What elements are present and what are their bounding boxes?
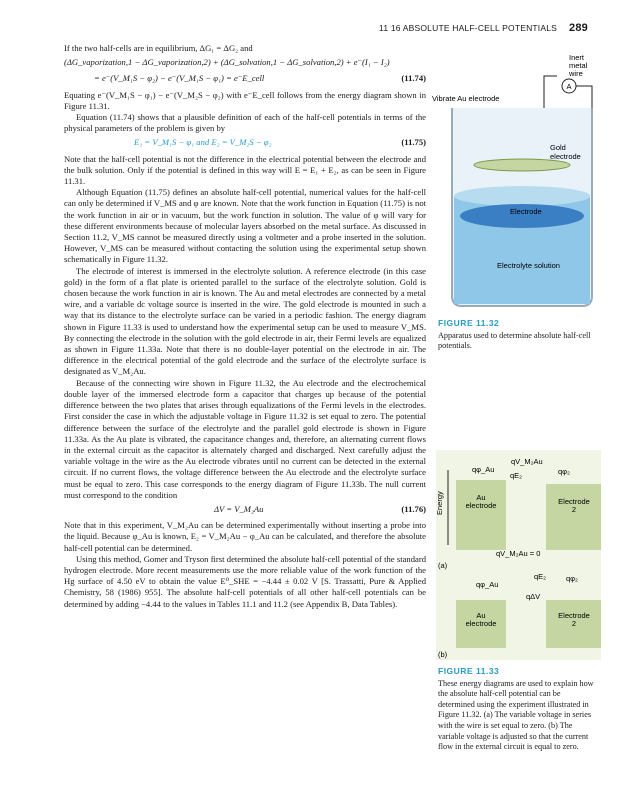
apparatus-figure bbox=[432, 46, 607, 311]
ammeter-label: A bbox=[566, 82, 572, 91]
au-label-a: Au electrode bbox=[465, 493, 497, 510]
caption-title: FIGURE 11.32 bbox=[438, 318, 500, 328]
page-number: 289 bbox=[569, 22, 588, 34]
phi2-label: qφ₂ bbox=[558, 467, 570, 476]
equation bbox=[64, 504, 426, 515]
main-text bbox=[64, 43, 426, 610]
paragraph: Because of the connecting wire shown in Figure 11.32, the Au electrode and the electrochemical double layer of the immersed electrode form a capacitor that charges up because of the potential difference between the two plates that arises through equalizations of the Fermi levels in the electrodes. First consider the case in which the adjustable voltage in Figure 11.32 is set equal to zero. The potential difference between the surface of the electrolyte and the parallel gold electrode is shown in Figure 11.33a. As the Au plate is vibrated, the capacitance changes and, therefore, an alternating current flows in the external circuit as the capacitor is alternately charged and discharged. Next carefully adjust the variable voltage in the wire as the Au electrode vibrates until no current can be detected in the external circuit. If no current flows, the voltage difference between the Au electrode and the electrolyte surface must be equal to zero. This case corresponds to the energy diagram of Figure 11.33b. The null current must correspond to the condition bbox=[64, 377, 426, 500]
gold-label: Gold electrode bbox=[550, 143, 581, 161]
caption-text: These energy diagrams are used to explain how the absolute half-cell potential can be determined using the experiment illustrated in Figure 11.32. (a) The variable voltage in series with the wire is set equal to zero. (b) The variable voltage is adjusted so that the current flow in the external circuit is equal to zero. bbox=[438, 678, 594, 752]
equation-body: E₁ = V_M₁S − φ₁ and E₂ = V_M₂S − φ₂ bbox=[134, 137, 272, 148]
paragraph: Note that in this experiment, V_M₂Au can be determined experimentally without inserting a probe into the liquid. Because φ_Au is known, E₂ = V_M₂Au − φ_Au can be calculated, and therefore the absolute half-cell potential can be determined. bbox=[64, 520, 426, 553]
electrode2-label-b: Electrode 2 bbox=[558, 611, 590, 628]
phi-au-label: qφ_Au bbox=[472, 465, 495, 474]
paragraph: If the two half-cells are in equilibrium, ΔG₁ = ΔG₂ and bbox=[64, 43, 253, 53]
caption-text: Apparatus used to determine absolute half-cell potentials. bbox=[438, 330, 591, 351]
paragraph: Using this method, Gomer and Tryson first determined the absolute half-cell potential of the standard hydrogen electrode. More recent measurements use the more reliable value of the work function of the Hg surface of 4.50 eV to obtain the value E⁰_SHE = −4.44 ± 0.02 V [S. Trassatti, Pure & Applied Chemistry, 58 (1986) 955]. The absolute half-cell potentials of all other half-cell potentials can be determined by adding −4.44 to the values in Tables 11.1 and 11.2 (see Appendix B, Data Tables). bbox=[64, 553, 426, 609]
electrode2-label-a: Electrode 2 bbox=[558, 497, 590, 514]
au-electrode-a bbox=[456, 480, 506, 550]
paragraph: The electrode of interest is immersed in the electrolyte solution. A reference electrode (in this case gold) in the form of a flat plate is oriented parallel to the surface of the electrolyte solution. Gold is chosen because the work function in air is known. The Au and metal electrodes are connected by a metal wire, and a variable dc voltage source is inserted in the wire. The gold electrode is mounted in such a way that its distance to the electrolyte surface can be varied in a periodic fashion. The energy diagram shown in Figure 11.33 is used to understand how the experimental setup can be used to measure V_MS. By connecting the electrode in the solution with the gold electrode in air, their Fermi levels are equalized as shown in Figure 11.33a. Note that there is no double-layer potential on the electrode in air. The difference in the electrical potential of the gold electrode and the surface of the electrolyte surface is designated as V_M₂Au. bbox=[64, 265, 426, 377]
vzero-label: qV_M₂Au = 0 bbox=[496, 549, 541, 558]
phi-au-label-b: qφ_Au bbox=[476, 580, 499, 589]
equation-number: (11.74) bbox=[401, 73, 426, 84]
running-header bbox=[379, 22, 588, 34]
e2-label: qE₂ bbox=[510, 471, 523, 480]
electrode-label: Electrode bbox=[510, 207, 542, 216]
e2-label-b: qE₂ bbox=[534, 572, 547, 581]
vibrate-label: Vibrate Au electrode bbox=[432, 94, 500, 103]
dv-label: qΔV bbox=[526, 592, 541, 601]
paragraph: Note that the half-cell potential is not the difference in the electrical potential between the electrode and the bulk solution. Only if the potential is defined in this way will E = E₁ + E₂, as can be seen in Figure 11.31. bbox=[64, 153, 426, 187]
paragraph: Equating e⁻(V_M₁S − φ₁) − e⁻(V_M₂S − φ₂) with e⁻E_cell follows from the energy diagram shown in Figure 11.31. bbox=[64, 89, 426, 111]
paragraph: Although Equation (11.75) defines an absolute half-cell potential, numerical values for the half-cell can only be determined if V_MS and φ are known. Note that the work function in Equation (11.75) is not the work function in air or in vacuum, but the work function in solution. The value of φ will vary for these different environments because of molecular layers absorbed on the metal surface. As discussed in Section 11.2, V_MS cannot be measured directly using a voltmeter and a probe inserted in the solution. However, V_MS can be measured without contacting the solution using the experimental setup shown schematically in Figure 11.32. bbox=[64, 187, 426, 265]
energy-diagram bbox=[436, 450, 601, 660]
paragraph: Equation (11.74) shows that a plausible definition of each of the half-cell potentials in terms of the physical parameters of the problem is given by bbox=[64, 112, 426, 134]
figure-caption bbox=[438, 666, 598, 753]
panel-a-label: (a) bbox=[438, 561, 448, 570]
energy-axis-label: Energy bbox=[435, 491, 444, 515]
equation-body: ΔV = V_M₂Au bbox=[214, 503, 264, 514]
chapter-title: 11 16 ABSOLUTE HALF-CELL POTENTIALS bbox=[379, 23, 558, 33]
equation-body: (ΔG_vaporization,1 − ΔG_vaporization,2) + (ΔG_solvation,1 − ΔG_solvation,2) + e⁻(I₁ − I₂) bbox=[64, 57, 390, 68]
equation bbox=[64, 73, 426, 84]
phi2-label-b: qφ₂ bbox=[566, 574, 578, 583]
equation-number: (11.76) bbox=[401, 503, 426, 514]
figure-caption bbox=[438, 318, 598, 352]
equation bbox=[64, 137, 426, 148]
equation bbox=[64, 57, 426, 68]
wire-label: Inert metal wire bbox=[569, 53, 588, 78]
au-label-b: Au electrode bbox=[465, 611, 497, 628]
caption-title: FIGURE 11.33 bbox=[438, 666, 500, 676]
equation-body: = e⁻(V_M₁S − φ₂) − e⁻(V_M₁S − φ₁) = e⁻E_cell bbox=[94, 73, 265, 84]
vm2au-label: qV_M₂Au bbox=[511, 457, 543, 466]
solution-label: Electrolyte solution bbox=[497, 261, 560, 270]
wire-line bbox=[544, 76, 557, 86]
panel-b-label: (b) bbox=[438, 650, 448, 659]
equation-number: (11.75) bbox=[401, 137, 426, 148]
electrolyte-surface bbox=[454, 186, 590, 206]
electrode2-a bbox=[546, 484, 601, 550]
